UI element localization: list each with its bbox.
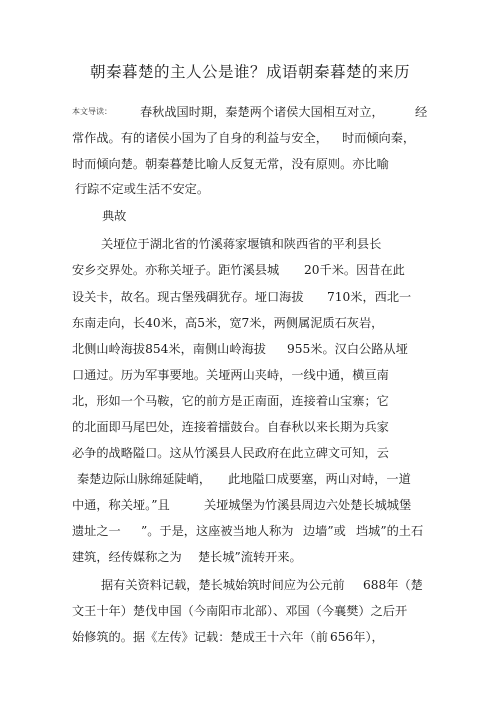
text-line: 中通，称关垭。”且: [72, 498, 170, 512]
text-line: 关垭城堡为竹溪县周边六处楚长城城堡: [204, 498, 412, 512]
text-line: 据有关资料记载，楚长城始筑时间应为公元前: [101, 578, 345, 592]
intro-label: 本文导读：: [72, 107, 112, 116]
text-line: 时而倾向楚。朝秦暮楚比喻人反复无常，没有原则。亦比喻: [72, 157, 389, 171]
text-line: 楚长城”流转开来。: [198, 550, 302, 564]
text-line: 始修筑的。据《左传》记载：楚成王十六年（前: [72, 630, 328, 644]
text-line: 经: [415, 105, 428, 119]
text-line: 设关卡，故名。现古堡残碉犹存。垭口海拔: [72, 290, 304, 304]
text-line: 常作战。有的诸侯小国为了自身的利益与安全，: [72, 131, 328, 145]
text-line: 此地隘口成要塞，两山对峙，一道: [228, 472, 411, 486]
text-line: 20千米。因昔在此: [304, 263, 405, 277]
text-line: ”。于是，这座被当地人称为: [141, 524, 294, 538]
document-title: 朝秦暮楚的主人公是谁？成语朝秦暮楚的来历: [89, 63, 410, 81]
text-line: 春秋战国时期，秦楚两个诸侯大国相互对立，: [140, 105, 384, 119]
text-line: 边墙”或: [303, 524, 346, 538]
text-line: 遗址之一: [72, 524, 121, 538]
text-line: 秦楚边际山脉绵延陡峭，: [77, 472, 212, 486]
text-line: 时而倾向秦，: [342, 131, 416, 145]
text-line: 955米。汉白公路从垭: [287, 342, 408, 356]
text-line: 垱城”的土石: [356, 524, 424, 538]
text-line: 关垭位于湖北省的竹溪蒋家堰镇和陕西省的平利县长: [101, 237, 382, 251]
text-line: 口通过。历为军事要地。关垭两山夹峙，一线中通，横亘南: [72, 368, 389, 382]
text-line: 的北面即马尾巴处，连接着擂鼓台。自春秋以来长期为兵家: [72, 420, 389, 434]
text-line: 行踪不定或生活不安定。: [75, 182, 210, 196]
text-line: 必争的战略隘口。这从竹溪县人民政府在此立碑文可知，云: [72, 446, 389, 460]
text-line: 北侧山岭海拔854米，南侧山岭海拔: [72, 342, 266, 356]
text-line: 北，形如一个马鞍，它的前方是正南面，连接着山宝寨；它: [72, 394, 389, 408]
text-line: 东南走向，长40米，高5米，宽7米，两侧属泥质石灰岩，: [72, 316, 384, 330]
text-line: 建筑，经传媒称之为: [72, 550, 182, 564]
text-line: 656年），: [330, 630, 384, 644]
text-line: 文王十年）楚伐申国（今南阳市北部）、邓国（今襄樊）之后开: [72, 604, 408, 618]
text-line: 安乡交界处。亦称关垭子。距竹溪县城: [72, 263, 280, 277]
text-line: 710米，西北一: [327, 290, 412, 304]
text-line: 典故: [102, 209, 127, 223]
text-line: 688年（楚: [363, 578, 423, 592]
